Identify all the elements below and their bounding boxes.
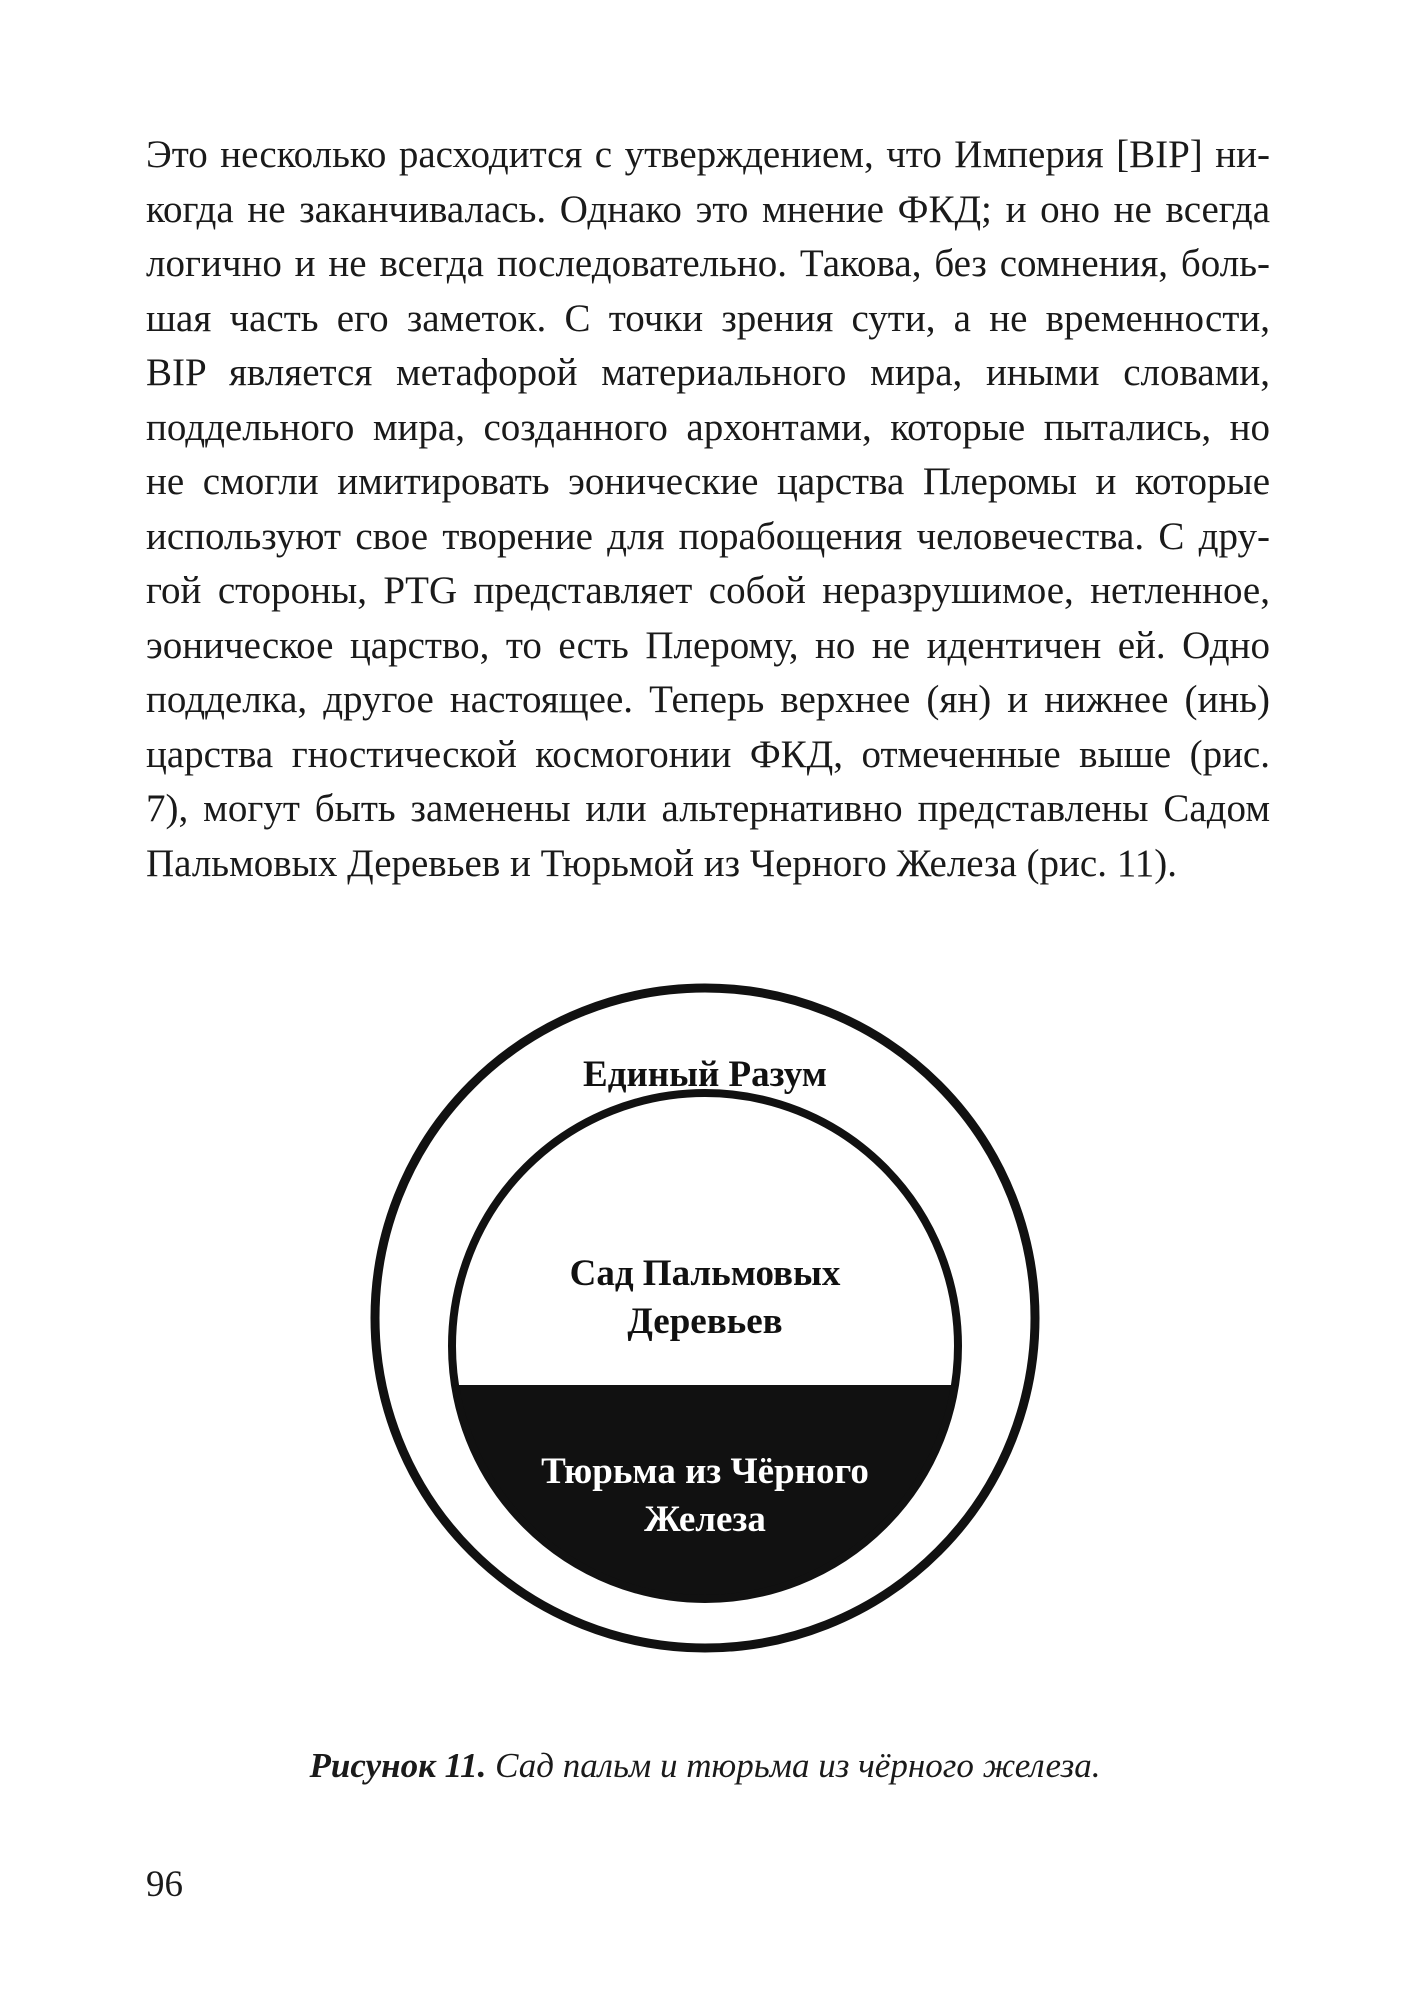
label-black-iron-prison xyxy=(455,1448,955,1544)
label-prison-line2: Железа xyxy=(644,1499,766,1540)
text-line: подделка, другое настоящее. Теперь верхнее (ян) и нижнее (инь) xyxy=(146,678,1270,721)
label-palm-line2: Деревьев xyxy=(627,1301,783,1342)
label-palm-tree-garden xyxy=(455,1250,955,1346)
label-prison-line1: Тюрьма из Чёрного xyxy=(541,1451,869,1492)
text-line: Это несколько расходится с утверждением, что Империя [BIP] ни- xyxy=(146,133,1270,176)
text-line: гой стороны, PTG представляет собой неразрушимое, нетленное, xyxy=(146,569,1270,612)
page-number: 96 xyxy=(146,1864,183,1905)
text-line: эоническое царство, то есть Плерому, но не идентичен ей. Одно xyxy=(146,623,1270,667)
text-line: шая часть его заметок. С точки зрения сути, а не временности, xyxy=(146,296,1270,340)
label-palm-line1: Сад Пальмовых xyxy=(569,1253,841,1294)
label-one-mind: Единый Разум xyxy=(583,1054,827,1095)
text-line: Пальмовых Деревьев и Тюрьмой из Черного Железа (рис. 11). xyxy=(146,841,1177,885)
caption-label: Рисунок 11. xyxy=(309,1746,487,1785)
text-line: царства гностической космогонии ФКД, отмеченные выше (рис. xyxy=(146,732,1270,776)
text-line: BIP является метафорой материального мира, иными словами, xyxy=(146,351,1270,394)
text-line: когда не заканчивалась. Однако это мнение ФКД; и оно не всегда xyxy=(146,187,1270,231)
caption-text: Сад пальм и тюрьма из чёрного железа. xyxy=(486,1746,1101,1785)
text-line: логично и не всегда последовательно. Такова, без сомнения, боль- xyxy=(146,242,1270,285)
text-line: поддельного мира, созданного архонтами, которые пытались, но xyxy=(146,405,1270,449)
text-line: используют свое творение для порабощения человечества. С дру- xyxy=(146,514,1270,558)
text-line: не смогли имитировать эонические царства Плеромы и которые xyxy=(146,460,1270,503)
figure-caption xyxy=(0,1744,1410,1788)
text-line: 7), могут быть заменены или альтернативно представлены Садом xyxy=(146,787,1270,830)
